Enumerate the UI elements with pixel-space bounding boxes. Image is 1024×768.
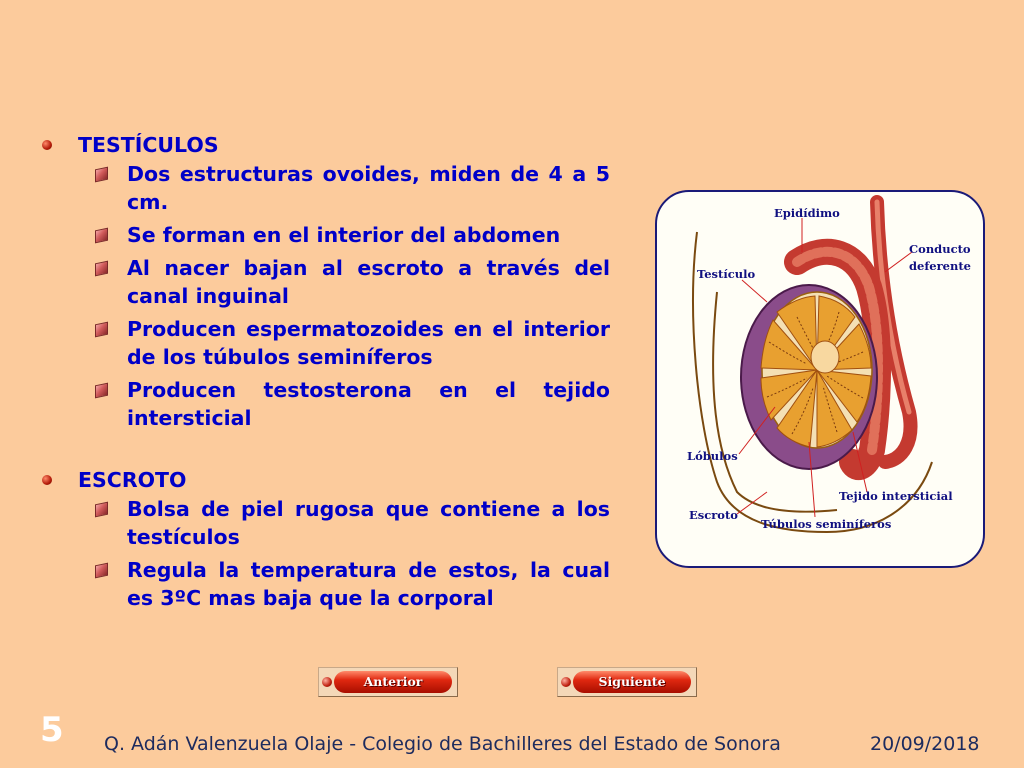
previous-button[interactable] xyxy=(318,667,458,697)
list-item xyxy=(95,254,610,310)
section-escroto xyxy=(40,465,610,612)
next-button[interactable] xyxy=(557,667,697,697)
next-bullet-icon xyxy=(561,677,571,687)
list-item xyxy=(95,221,610,249)
list-item-text: Regula la temperatura de estos, la cual es 3ºC mas baja que la corporal xyxy=(127,558,610,610)
sub-bullet-icon xyxy=(95,502,108,518)
section-testiculos xyxy=(40,130,610,432)
bullet-icon xyxy=(42,475,52,485)
sub-bullet-icon xyxy=(95,167,108,183)
list-item-text: Producen espermatozoides en el interior de los túbulos seminíferos xyxy=(127,317,610,369)
sub-bullet-icon xyxy=(95,383,108,399)
next-button-label[interactable]: Siguiente xyxy=(573,671,691,693)
list-item xyxy=(95,495,610,551)
section-heading-row xyxy=(40,130,610,160)
section-spacer xyxy=(40,437,610,465)
list-item-text: Se forman en el interior del abdomen xyxy=(127,223,561,247)
testis-diagram xyxy=(655,190,985,568)
label-tejido-intersticial: Tejido intersticial xyxy=(839,489,953,503)
sub-bullet-icon xyxy=(95,563,108,579)
footer-date: 20/09/2018 xyxy=(870,733,980,755)
list-item xyxy=(95,376,610,432)
previous-button-label[interactable]: Anterior xyxy=(334,671,452,693)
list-item xyxy=(95,315,610,371)
previous-bullet-icon xyxy=(322,677,332,687)
label-lobulos: Lóbulos xyxy=(687,449,738,463)
list-item-text: Producen testosterona en el tejido intersticial xyxy=(127,378,610,430)
sub-bullet-icon xyxy=(95,228,108,244)
section-heading: ESCROTO xyxy=(78,468,187,492)
list-item-text: Al nacer bajan al escroto a través del canal inguinal xyxy=(127,256,610,308)
list-item-text: Dos estructuras ovoides, miden de 4 a 5 cm. xyxy=(127,162,610,214)
label-testiculo: Testículo xyxy=(697,267,756,281)
label-deferente: deferente xyxy=(909,259,971,273)
section-heading: TESTÍCULOS xyxy=(78,133,219,157)
list-item-text: Bolsa de piel rugosa que contiene a los testículos xyxy=(127,497,610,549)
sub-bullet-icon xyxy=(95,322,108,338)
footer-author: Q. Adán Valenzuela Olaje - Colegio de Bachilleres del Estado de Sonora xyxy=(104,733,781,755)
label-escroto: Escroto xyxy=(689,508,738,522)
section-heading-row xyxy=(40,465,610,495)
slide-content xyxy=(40,130,610,617)
label-epididimo: Epidídimo xyxy=(774,206,840,220)
label-conducto: Conducto xyxy=(909,242,971,256)
sub-bullet-icon xyxy=(95,261,108,277)
list-item xyxy=(95,160,610,216)
label-tubulos-seminiferos: Túbulos seminíferos xyxy=(761,517,892,531)
list-item xyxy=(95,556,610,612)
bullet-icon xyxy=(42,140,52,150)
slide-number: 5 xyxy=(40,710,64,750)
